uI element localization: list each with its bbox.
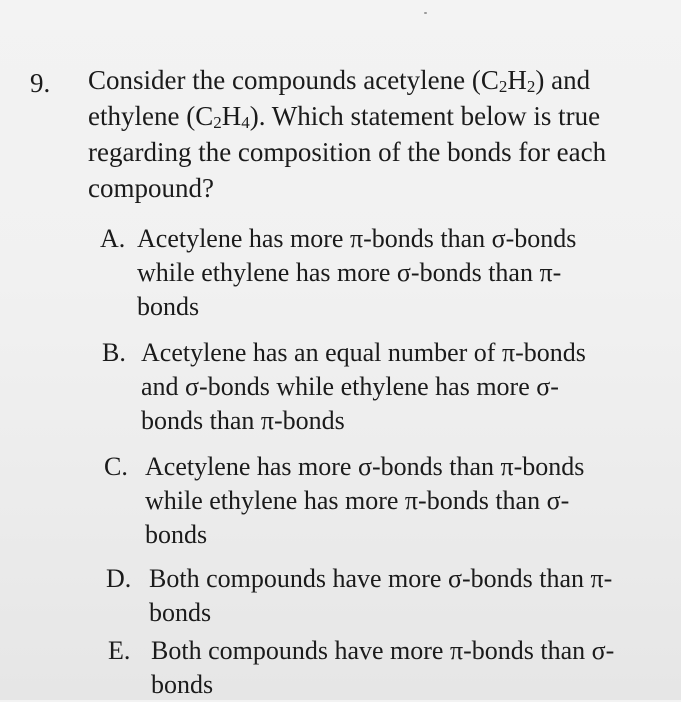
option-text — [137, 222, 576, 324]
option-line: while ethylene has more σ-bonds than π- — [137, 258, 562, 287]
question-number: 9. — [30, 68, 51, 98]
option-line: Acetylene has an equal number of π-bonds — [141, 338, 586, 367]
option-text — [149, 562, 612, 630]
option-letter: B. — [102, 338, 126, 367]
stem-line-3: regarding the composition of the bonds for each — [88, 137, 607, 167]
stem-text: Consider the compounds acetylene (C — [88, 65, 499, 95]
stem-text: ethylene (C — [88, 101, 214, 131]
option-line: bonds — [137, 292, 200, 321]
option-line: while ethylene has more π-bonds than σ- — [145, 486, 570, 515]
stem-line-4: compound? — [88, 173, 214, 203]
stem-text: ) and — [535, 65, 591, 95]
stem-text: ). Which statement below is true — [249, 101, 601, 131]
subscript: 2 — [526, 77, 536, 96]
option-letter: A. — [100, 224, 126, 253]
option-line: Both compounds have more π-bonds than σ- — [151, 636, 615, 665]
subscript: 2 — [213, 113, 222, 132]
option-line: Acetylene has more π-bonds than σ-bonds — [137, 224, 577, 253]
option-line: Both compounds have more σ-bonds than π- — [149, 564, 613, 593]
option-line: bonds — [145, 520, 208, 549]
subscript: 2 — [498, 77, 508, 96]
option-line: bonds — [149, 598, 212, 627]
stem-line-2 — [88, 98, 658, 134]
option-text — [151, 634, 614, 702]
option-text — [145, 450, 584, 552]
question-stem — [88, 62, 658, 206]
option-letter: C. — [104, 452, 128, 481]
stem-text: H — [221, 101, 242, 131]
option-text — [141, 336, 586, 438]
stem-line-1 — [88, 62, 658, 98]
option-line: and σ-bonds while ethylene has more σ- — [141, 372, 559, 401]
option-letter: E. — [108, 636, 131, 665]
option-line: bonds — [151, 670, 214, 699]
option-line: Acetylene has more σ-bonds than π-bonds — [145, 452, 585, 481]
option-line: bonds than π-bonds — [141, 406, 345, 435]
option-letter: D. — [106, 564, 132, 593]
paper-speck — [424, 12, 427, 14]
subscript: 4 — [241, 113, 250, 132]
stem-text: H — [507, 65, 527, 95]
